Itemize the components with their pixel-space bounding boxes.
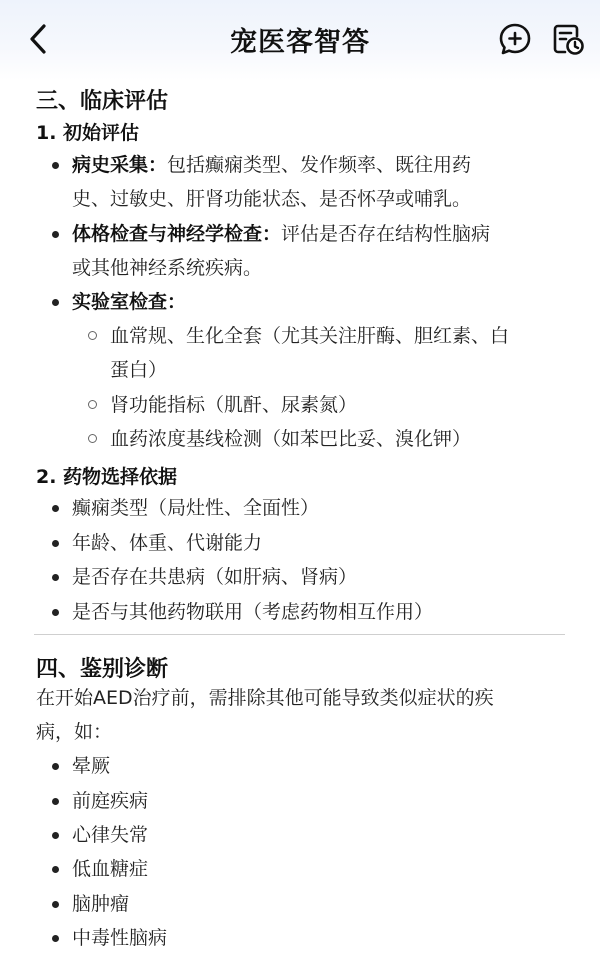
bullet-dot xyxy=(52,798,59,805)
list-item: 脑肿瘤 xyxy=(72,893,130,915)
list-item-continuation: 或其他神经系统疾病。 xyxy=(72,257,263,279)
sub-list-item: 肾功能指标（肌酐、尿素氮） xyxy=(110,394,358,416)
list-item: 体格检查与神经学检查：评估是否存在结构性脑病 xyxy=(72,223,491,245)
section-heading: 三、临床评估 xyxy=(36,89,169,114)
paragraph-line: 在开始AED治疗前，需排除其他可能导致类似症状的疾 xyxy=(36,687,494,709)
sub-list-item: 血常规、生化全套（尤其关注肝酶、胆红素、白 xyxy=(110,325,510,347)
section-heading: 四、鉴别诊断 xyxy=(36,657,169,682)
list-item: 心律失常 xyxy=(72,824,149,846)
bullet-dot xyxy=(52,505,59,512)
bullet-dot xyxy=(52,609,59,616)
list-item: 癫痫类型（局灶性、全面性） xyxy=(72,497,320,519)
bullet-dot xyxy=(52,162,59,169)
list-item: 低血糖症 xyxy=(72,858,149,880)
document-clock-icon[interactable] xyxy=(551,22,585,56)
list-item: 晕厥 xyxy=(72,755,111,777)
subsection-heading: 2. 药物选择依据 xyxy=(36,466,178,488)
app-header xyxy=(0,0,600,80)
sub-bullet-circle xyxy=(88,400,97,409)
list-item: 病史采集：包括癫痫类型、发作频率、既往用药 xyxy=(72,154,472,176)
bullet-dot xyxy=(52,935,59,942)
sub-bullet-circle xyxy=(88,434,97,443)
paragraph-line: 病，如： xyxy=(36,721,113,743)
bullet-dot xyxy=(52,901,59,908)
list-item: 前庭疾病 xyxy=(72,790,149,812)
bullet-dot xyxy=(52,540,59,547)
list-item: 年龄、体重、代谢能力 xyxy=(72,532,263,554)
bullet-dot xyxy=(52,763,59,770)
page-title: 宠医客智答 xyxy=(230,27,370,58)
bullet-dot xyxy=(52,574,59,581)
list-item: 实验室检查： xyxy=(72,291,187,313)
list-item-continuation: 史、过敏史、肝肾功能状态、是否怀孕或哺乳。 xyxy=(72,188,472,210)
list-item: 中毒性脑病 xyxy=(72,927,168,949)
sub-list-item: 血药浓度基线检测（如苯巴比妥、溴化钾） xyxy=(110,428,472,450)
list-item: 是否与其他药物联用（考虑药物相互作用） xyxy=(72,601,434,623)
bullet-dot xyxy=(52,832,59,839)
list-item: 是否存在共患病（如肝病、肾病） xyxy=(72,566,358,588)
subsection-heading: 1. 初始评估 xyxy=(36,122,140,144)
sub-list-item-continuation: 蛋白） xyxy=(110,359,168,381)
chat-plus-icon[interactable] xyxy=(498,22,532,56)
sub-bullet-circle xyxy=(88,331,97,340)
section-divider xyxy=(34,634,565,635)
bullet-dot xyxy=(52,299,59,306)
bullet-dot xyxy=(52,231,59,238)
bullet-dot xyxy=(52,866,59,873)
